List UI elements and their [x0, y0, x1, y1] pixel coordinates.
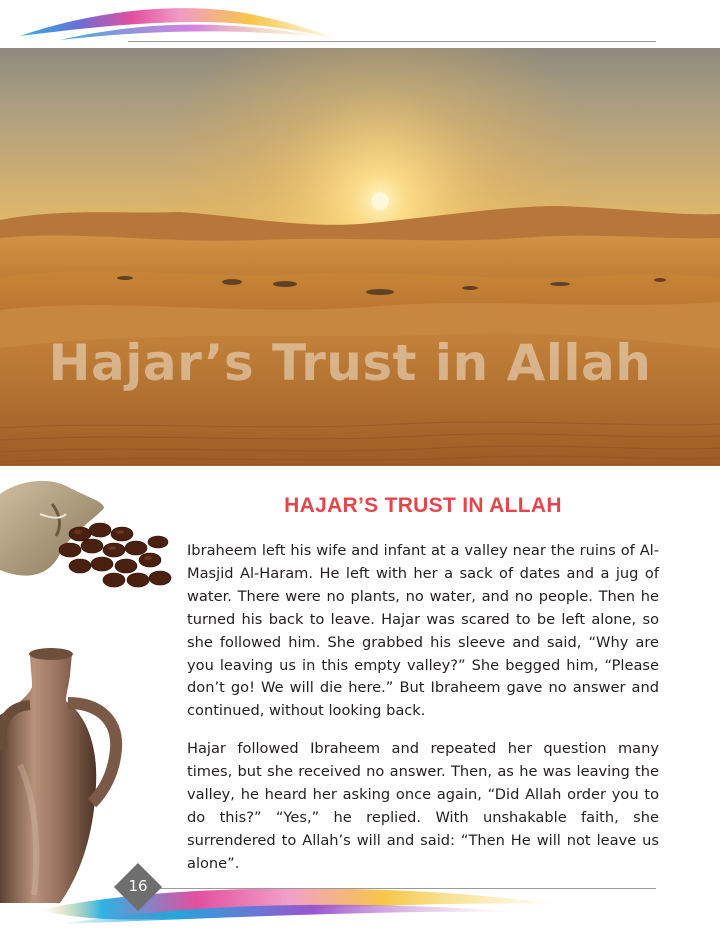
clay-jug-illustration: [0, 645, 125, 905]
article-heading: HAJAR’S TRUST IN ALLAH: [284, 494, 562, 517]
article-paragraph-1: Ibraheem left his wife and infant at a valley near the ruins of Al-Masjid Al-Haram. He left with her a sack of dates and a jug of water. There were no plants, no water, and no people. Then he turned his back to leave. Hajar was scared to be left alone, so she followed him. She grabbed his sleeve and said, “Why are you leaving us in this empty valley?” She begged him, “Please don’t go! We will die here.” But Ibraheem gave no answer and continued, without looking back.: [187, 542, 659, 720]
top-rule: [128, 41, 656, 42]
hero-overlay-title: Hajar’s Trust in Allah: [48, 334, 652, 392]
dates-sack-illustration: [0, 474, 180, 596]
desert-sunset-illustration: [0, 48, 720, 466]
hero-desert-image: [0, 48, 720, 466]
sun: [371, 192, 389, 210]
article-paragraph-2: Hajar followed Ibraheem and repeated her question many times, but she received no answer. Then, as he was leaving the valley, he heard her asking once again, “Did Allah order you to do this?” “Yes,” he replied. With unshakable faith, she surrendered to Allah’s will and said: “Then He will not leave us alone”.: [187, 740, 659, 872]
bottom-rule: [150, 888, 656, 889]
page-number: 16: [128, 877, 148, 895]
